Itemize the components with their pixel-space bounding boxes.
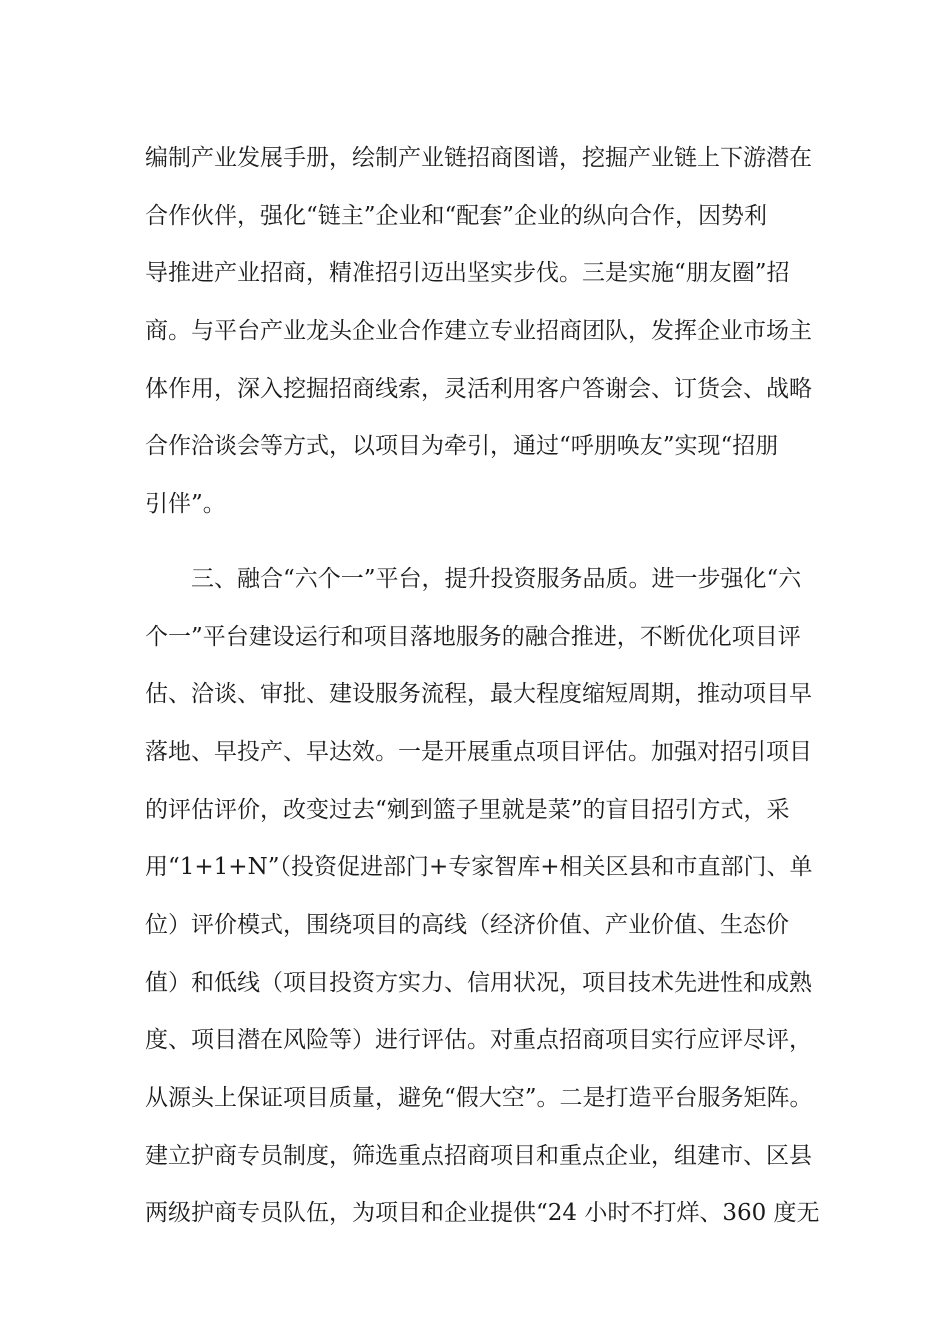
paragraph-1: [145, 130, 825, 534]
text-line: 个一”平台建设运行和项目落地服务的融合推进，不断优化项目评: [145, 623, 801, 650]
paragraph-2: [145, 551, 825, 1243]
text-line: 合作伙伴，强化“链主”企业和“配套”企业的纵向合作，因势利: [145, 202, 768, 229]
text-line: 三、融合“六个一”平台，提升投资服务品质。进一步强化“六: [145, 565, 802, 592]
text-line: 度、项目潜在风险等）进行评估。对重点招商项目实行应评尽评，: [145, 1027, 812, 1054]
text-line: 导推进产业招商，精准招引迈出坚实步伐。三是实施“朋友圈”招: [145, 260, 790, 287]
text-line: 引伴”。: [145, 491, 226, 518]
text-line: 估、洽谈、审批、建设服务流程，最大程度缩短周期，推动项目早: [145, 681, 812, 708]
text-line: 体作用，深入挖掘招商线索，灵活利用客户答谢会、订货会、战略: [145, 375, 812, 402]
text-line: 合作洽谈会等方式，以项目为牵引，通过“呼朋唤友”实现“招朋: [145, 433, 779, 460]
text-line: 值）和低线（项目投资方实力、信用状况，项目技术先进性和成熟: [145, 969, 812, 996]
text-line: 两级护商专员队伍，为项目和企业提供“24 小时不打烊、360 度无: [145, 1200, 820, 1227]
text-line: 位）评价模式，围绕项目的高线（经济价值、产业价值、生态价: [145, 911, 789, 938]
paragraph-spacer: [145, 534, 825, 551]
text-line: 用“1+1+N”（投资促进部门+专家智库+相关区县和市直部门、单: [145, 854, 813, 881]
text-line: 编制产业发展手册，绘制产业链招商图谱，挖掘产业链上下游潜在: [145, 145, 812, 171]
text-line: 建立护商专员制度，筛选重点招商项目和重点企业，组建市、区县: [145, 1142, 812, 1169]
text-line: 从源头上保证项目质量，避免“假大空”。二是打造平台服务矩阵。: [145, 1085, 813, 1111]
text-line: 的评估评价，改变过去“剜到篮子里就是菜”的盲目招引方式，采: [145, 796, 790, 823]
text-line: 商。与平台产业龙头企业合作建立专业招商团队，发挥企业市场主: [145, 318, 812, 345]
text-line: 落地、早投产、早达效。一是开展重点项目评估。加强对招引项目: [145, 738, 812, 765]
body-text: [145, 130, 825, 1243]
